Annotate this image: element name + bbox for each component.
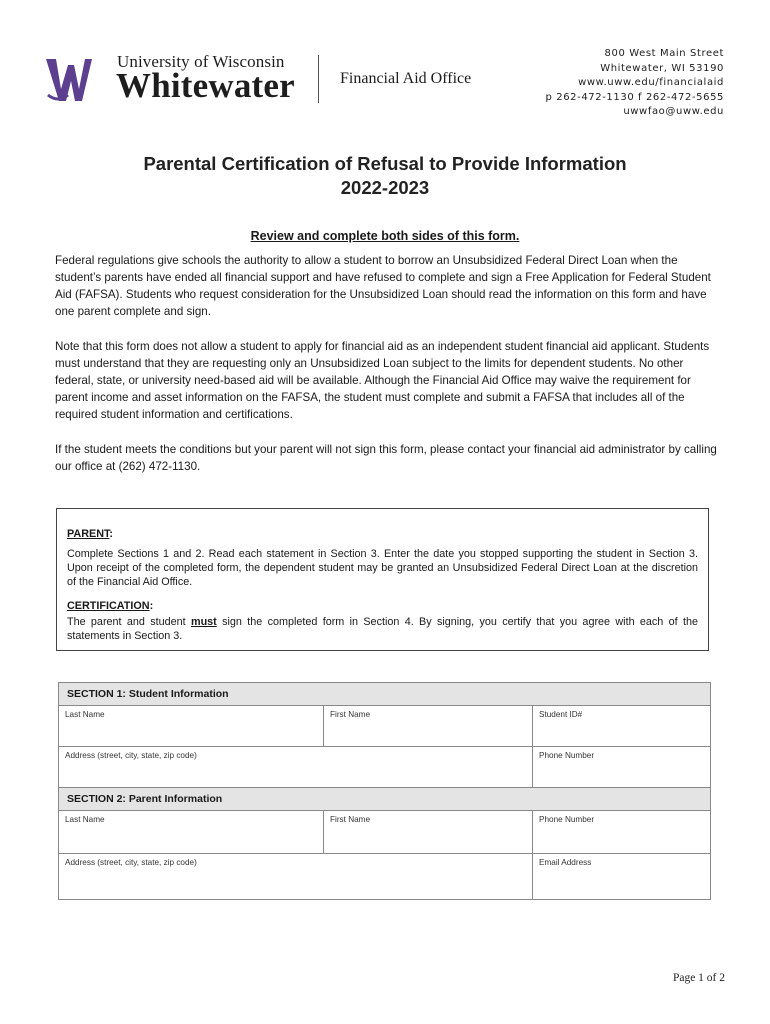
header-divider — [318, 55, 319, 103]
cert-text-a: The parent and student — [67, 616, 191, 628]
contact-website: www.uww.edu/financialaid — [578, 77, 724, 88]
form-title: Parental Certification of Refusal to Provide Information — [143, 153, 627, 174]
section2-row-address — [59, 854, 710, 899]
cert-text-b: sign the completed form in Section 4. By signing, you certify that you agree with each of the statements in Section 3. — [67, 616, 698, 642]
parent-heading-colon: : — [109, 528, 114, 540]
parent-heading-wrap — [67, 527, 698, 541]
student-phone-field[interactable]: Phone Number — [532, 747, 710, 787]
section2-heading: SECTION 2: Parent Information — [59, 788, 710, 811]
parent-address-field[interactable]: Address (street, city, state, zip code) — [65, 858, 197, 867]
paragraph-federal-regulations: Federal regulations give schools the authority to allow a student to borrow an Unsubsidized Federal Direct Loan when the student’s parents have ended all financial support and have refused to complete and sign a Free Application for Federal Student Aid (FAFSA). Students who request consideration for the Unsubsidized Loan should read the information on this form and have one parent complete and sign. — [55, 254, 711, 318]
student-address-field[interactable]: Address (street, city, state, zip code) — [65, 751, 197, 760]
parent-last-name-field[interactable]: Last Name — [65, 815, 105, 824]
section1-row-address — [59, 747, 710, 788]
contact-phone-fax: p 262-472-1130 f 262-472-5655 — [545, 91, 724, 103]
student-id-field[interactable]: Student ID# — [532, 706, 710, 746]
information-table — [58, 682, 711, 900]
instruction-text: Review and complete both sides of this form. — [250, 229, 520, 243]
parent-instructions-text: Complete Sections 1 and 2. Read each statement in Section 3. Enter the date you stopped supporting the student in Section 3. Upon receipt of the completed form, the dependent student may be granted an Unsubsidized Federal Direct Loan at the discretion of the Financial Aid Office. — [67, 548, 698, 588]
parent-email-field[interactable]: Email Address — [532, 854, 710, 899]
contact-city: Whitewater, WI 53190 — [600, 62, 724, 74]
paragraph-contact-admin: If the student meets the conditions but your parent will not sign this form, please contact your financial aid administrator by calling our office at (262) 472-1130. — [55, 443, 717, 473]
parent-phone-field[interactable]: Phone Number — [532, 811, 710, 853]
certification-heading: CERTIFICATION — [67, 600, 150, 612]
page-number: Page 1 of 2 — [672, 972, 725, 984]
parent-heading: PARENT — [67, 528, 110, 540]
certification-heading-colon: : — [149, 600, 154, 612]
form-year: 2022-2023 — [340, 177, 430, 198]
student-first-name-field[interactable]: First Name — [323, 706, 532, 746]
contact-email: uwwfao@uww.edu — [623, 106, 724, 117]
contact-block — [546, 47, 724, 120]
parent-instructions-box — [56, 508, 709, 651]
uww-logo-icon — [44, 55, 94, 105]
parent-first-name-field[interactable]: First Name — [323, 811, 532, 853]
campus-name: Whitewater — [116, 66, 295, 105]
student-last-name-field[interactable]: Last Name — [65, 710, 105, 719]
section2-row-names — [59, 811, 710, 854]
paragraph-independent-note: Note that this form does not allow a student to apply for financial aid as an independent student financial aid applicant. Students must understand that they are requesting only an Unsubsidized Loan subject to the limits for dependent students. No other federal, state, or university need-based aid will be available. Although the Financial Aid Office may waive the requirement for parent income and asset information on the FAFSA, the student must complete and submit a FAFSA that includes all of the required student information and certifications. — [55, 340, 710, 421]
contact-address: 800 West Main Street — [604, 48, 724, 59]
university-name: University of Wisconsin — [117, 52, 285, 71]
section1-row-names — [59, 706, 710, 747]
section1-heading: SECTION 1: Student Information — [59, 683, 710, 706]
cert-must: must — [190, 616, 217, 628]
certification-text — [67, 615, 698, 643]
certification-heading-wrap — [67, 599, 698, 613]
office-name: Financial Aid Office — [340, 70, 472, 87]
